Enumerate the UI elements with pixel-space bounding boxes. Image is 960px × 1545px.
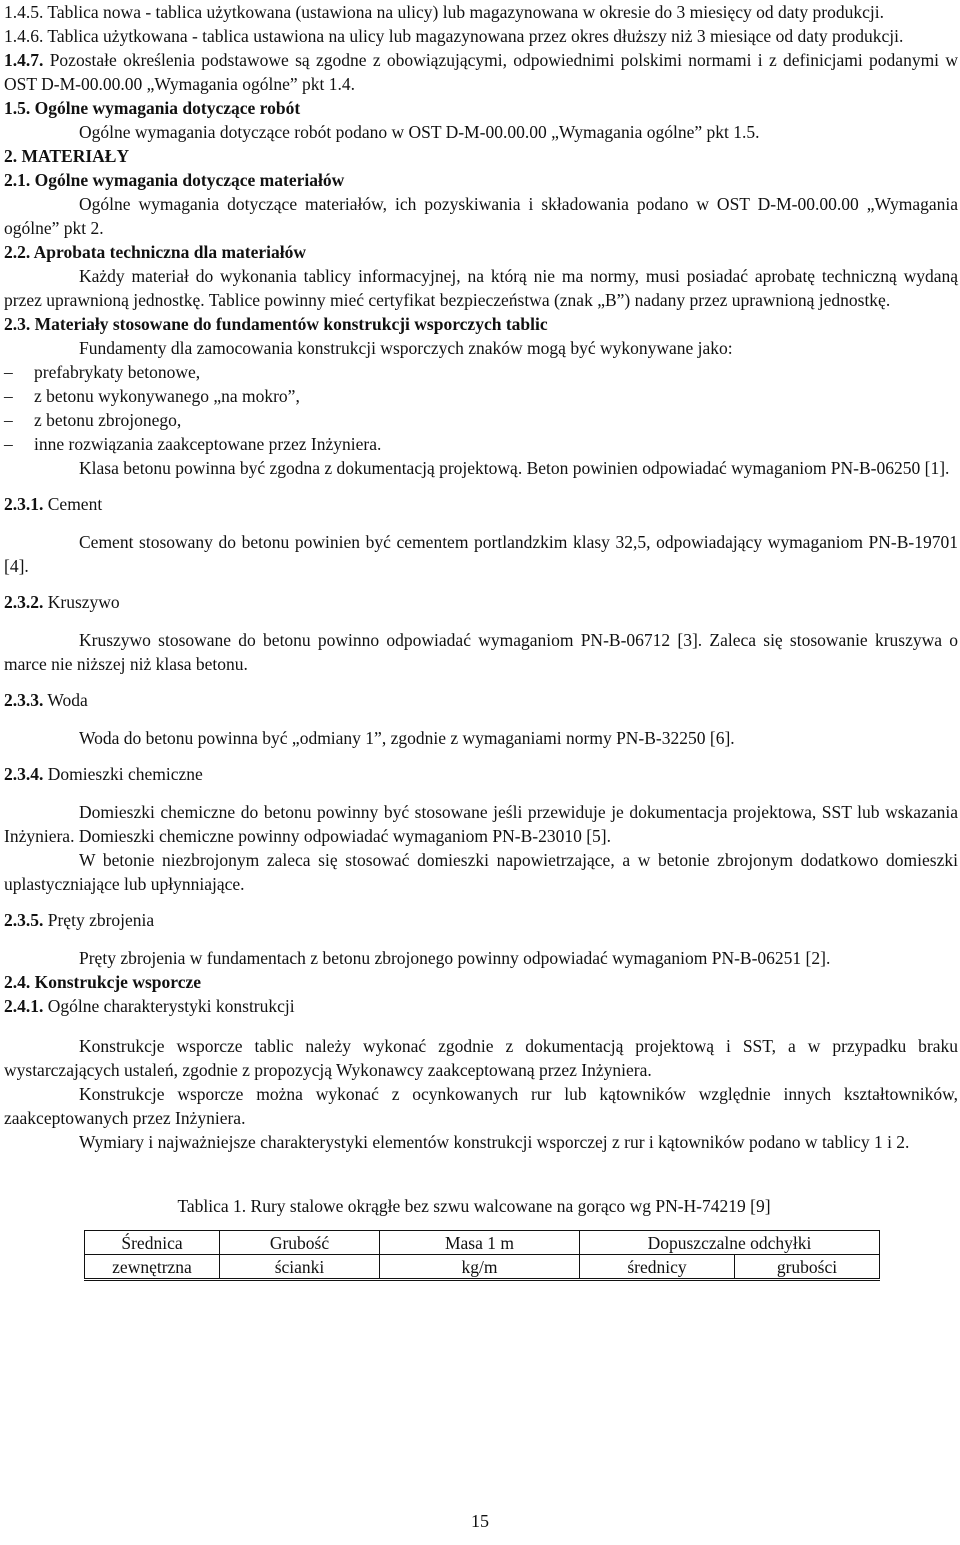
heading-2-3-3 [4, 688, 958, 712]
paragraph-2-3-2: Kruszywo stosowane do betonu powinno odpowiadać wymaganiom PN-B-06712 [3]. Zaleca się stosowanie kruszywa o marce nie niższej niż klasa betonu. [4, 630, 958, 674]
section-number: 1.4.7. [4, 50, 44, 70]
header-srednica: Średnica [85, 1231, 220, 1255]
section-number: 2.3.3. [4, 690, 44, 710]
paragraph-2-3-5: Pręty zbrojenia w fundamentach z betonu zbrojonego powinny odpowiadać wymaganiom PN-B-06251 [2]. [79, 948, 831, 968]
list-item: – z betonu zbrojonego, [4, 408, 958, 432]
paragraph-2-2: Każdy materiał do wykonania tablicy informacyjnej, na którą nie ma normy, musi posiadać aprobatę techniczną wydaną przez uprawnioną jednostkę. Tablice powinny mieć certyfikat bezpieczeństwa (znak „B”) nadany przez uprawnioną jednostkę. [4, 266, 958, 310]
section-title: Ogólne charakterystyki konstrukcji [43, 996, 295, 1016]
definition-text: Pozostałe określenia podstawowe są zgodne z obowiązującymi, odpowiednimi polskimi normami i z definicjami podanymi w OST D-M-00.00.00 „Wymagania ogólne” pkt 1.4. [4, 50, 958, 94]
list-item: – z betonu wykonywanego „na mokro”, [4, 384, 958, 408]
section-title: Pręty zbrojenia [43, 910, 155, 930]
paragraph-2-4-1-b: Konstrukcje wsporcze można wykonać z ocynkowanych rur lub kątowników względnie innych kształtowników, zaakceptowanych przez Inżyniera. [4, 1084, 958, 1128]
section-title: Woda [43, 690, 88, 710]
heading-2-3: 2.3. Materiały stosowane do fundamentów konstrukcji wsporczych tablic [4, 314, 548, 334]
paragraph-2-3: Fundamenty dla zamocowania konstrukcji wsporczych znaków mogą być wykonywane jako: [79, 338, 733, 358]
header-masa: Masa 1 m [380, 1231, 580, 1255]
section-title: Domieszki chemiczne [43, 764, 203, 784]
table-header-row [85, 1231, 880, 1255]
heading-2-3-1 [4, 492, 958, 516]
pipes-table [84, 1230, 880, 1281]
table-header-row [85, 1255, 880, 1280]
paragraph-2-1: Ogólne wymagania dotyczące materiałów, ich pozyskiwania i składowania podano w OST D-M-00.00.00 „Wymagania ogólne” pkt 2. [4, 194, 958, 238]
paragraph-2-4-1-c: Wymiary i najważniejsze charakterystyki elementów konstrukcji wsporczej z rur i kątowników podano w tablicy 1 i 2. [79, 1132, 910, 1152]
list-item: – inne rozwiązania zaakceptowane przez Inżyniera. [4, 432, 958, 456]
header-srednicy: średnicy [580, 1255, 735, 1280]
heading-2-2: 2.2. Aprobata techniczna dla materiałów [4, 242, 307, 262]
paragraph-2-4-1-a: Konstrukcje wsporcze tablic należy wykonać zgodnie z dokumentacją projektową i SST, a w przypadku braku wystarczających ustaleń, zgodnie z propozycją Wykonawcy zaakceptowaną przez Inżyniera. [4, 1036, 958, 1080]
section-title: Kruszywo [43, 592, 120, 612]
header-grubosci: grubości [735, 1255, 880, 1280]
header-grubosc: Grubość [220, 1231, 380, 1255]
paragraph-2-3-1: Cement stosowany do betonu powinien być cementem portlandzkim klasy 32,5, odpowiadający wymaganiom PN-B-19701 [4]. [4, 532, 958, 576]
table-caption: Tablica 1. Rury stalowe okrągłe bez szwu walcowane na gorąco wg PN-H-74219 [9] [177, 1196, 771, 1216]
heading-2-4: 2.4. Konstrukcje wsporcze [4, 972, 202, 992]
definition-1-4-5: 1.4.5. Tablica nowa - tablica użytkowana (ustawiona na ulicy) lub magazynowana w okresie do 3 miesięcy od daty produkcji. [4, 2, 884, 22]
section-number: 2.3.2. [4, 592, 44, 612]
section-number: 2.3.5. [4, 910, 44, 930]
heading-2-1: 2.1. Ogólne wymagania dotyczące materiałów [4, 170, 345, 190]
section-number: 2.4.1. [4, 996, 44, 1016]
page-number: 15 [471, 1511, 489, 1531]
header-kgm: kg/m [380, 1255, 580, 1280]
definition-1-4-6: 1.4.6. Tablica użytkowana - tablica ustawiona na ulicy lub magazynowana przez okres dłuższy niż 3 miesiące od daty produkcji. [4, 26, 904, 46]
paragraph-2-3-3: Woda do betonu powinna być „odmiany 1”, zgodnie z wymaganiami normy PN-B-32250 [6]. [79, 728, 735, 748]
paragraph-1-5: Ogólne wymagania dotyczące robót podano w OST D-M-00.00.00 „Wymagania ogólne” pkt 1.5. [79, 122, 760, 142]
heading-2-3-4 [4, 762, 958, 786]
section-number: 2.3.4. [4, 764, 44, 784]
heading-2-3-2 [4, 590, 958, 614]
definition-1-4-7 [4, 48, 958, 96]
heading-2-materialy: 2. MATERIAŁY [4, 146, 130, 166]
header-zewnetrzna: zewnętrzna [85, 1255, 220, 1280]
document-page [4, 0, 958, 1281]
paragraph-2-3-4-b: W betonie niezbrojonym zaleca się stosować domieszki napowietrzające, a w betonie zbrojonym dodatkowo domieszki uplastyczniające lub upłynniające. [4, 850, 958, 894]
header-scianki: ścianki [220, 1255, 380, 1280]
heading-1-5: 1.5. Ogólne wymagania dotyczące robót [4, 98, 301, 118]
heading-2-3-5 [4, 908, 958, 932]
section-number: 2.3.1. [4, 494, 44, 514]
header-odchylki: Dopuszczalne odchyłki [580, 1231, 880, 1255]
heading-2-4-1 [4, 994, 958, 1018]
section-title: Cement [43, 494, 103, 514]
paragraph-2-3-4-a: Domieszki chemiczne do betonu powinny być stosowane jeśli przewiduje je dokumentacja projektowa, SST lub wskazania Inżyniera. Domieszki chemiczne powinny odpowiadać wymaganiom PN-B-23010 [5]. [4, 802, 958, 846]
list-item: – prefabrykaty betonowe, [4, 360, 958, 384]
paragraph-2-3-beton: Klasa betonu powinna być zgodna z dokumentacją projektową. Beton powinien odpowiadać wymaganiom PN-B-06250 [1]. [79, 458, 950, 478]
